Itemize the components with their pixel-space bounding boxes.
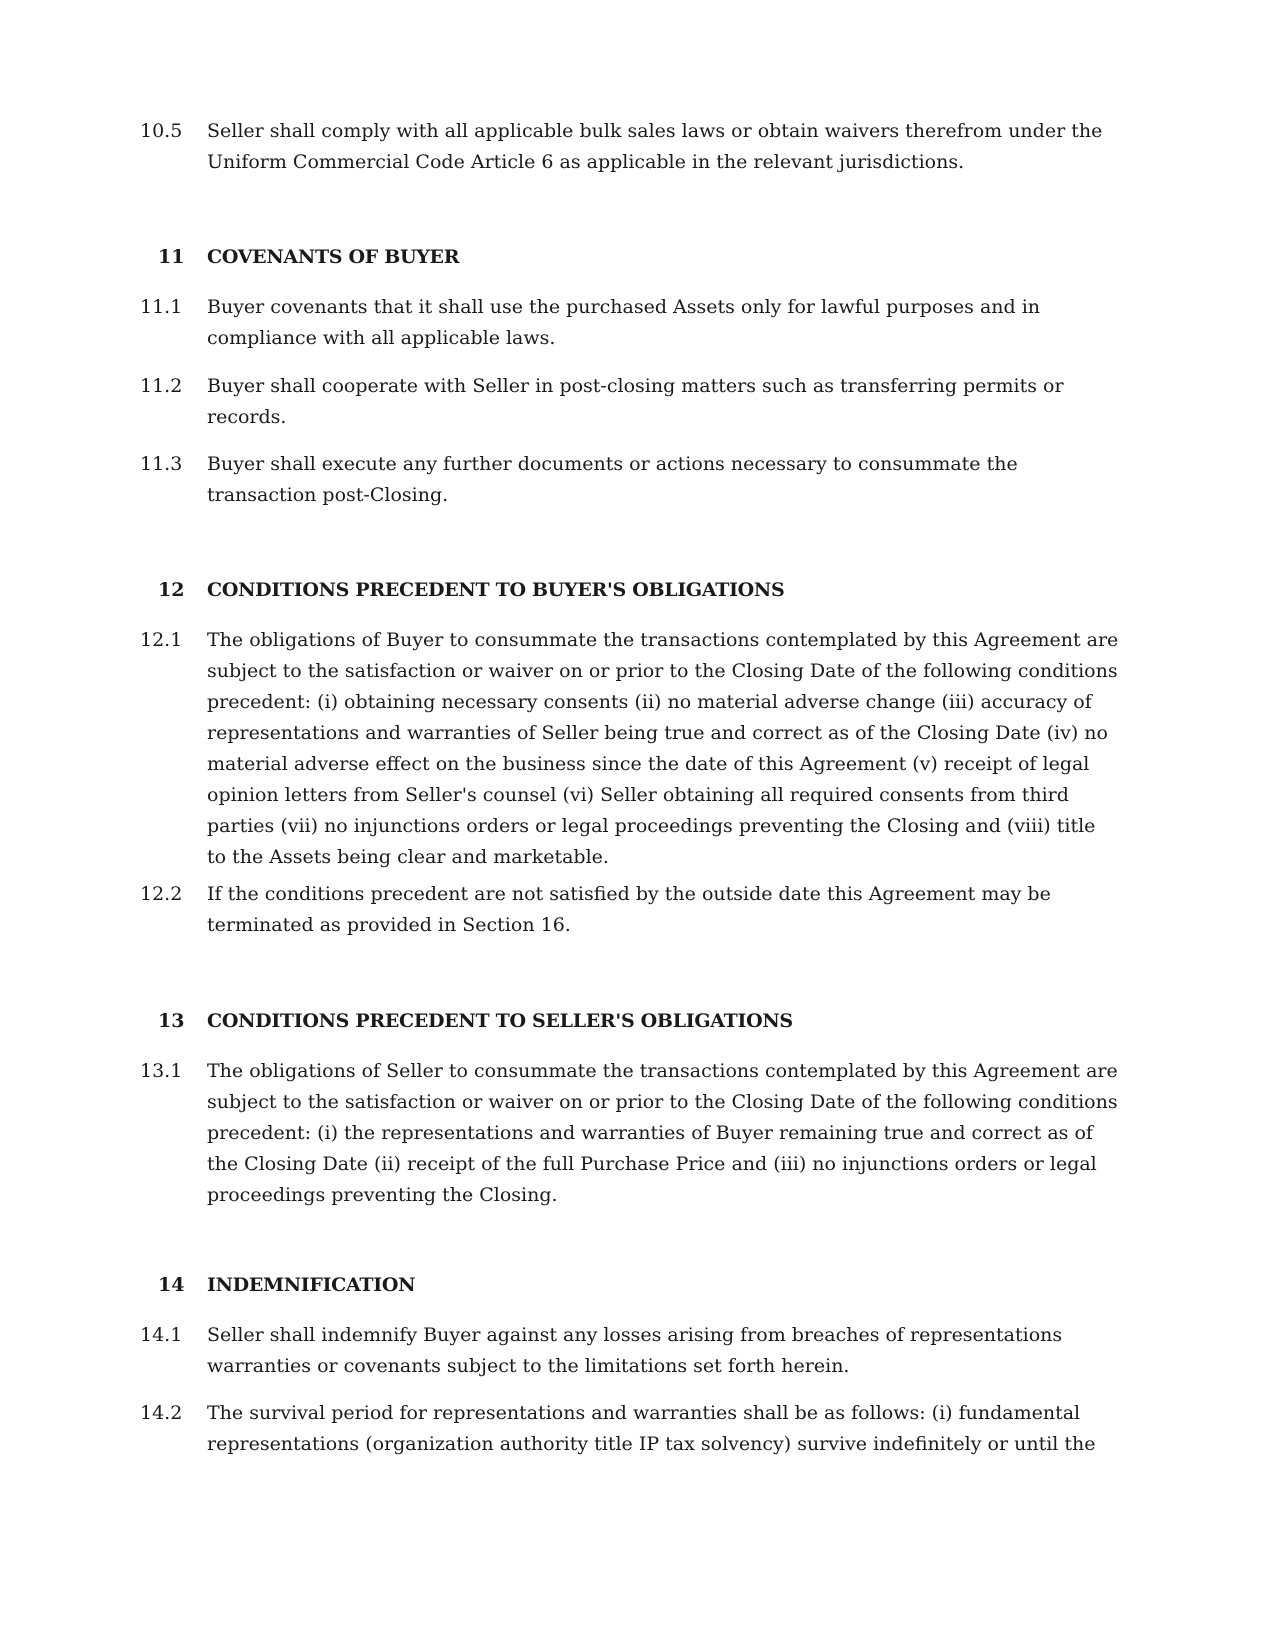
clause-line: proceedings preventing the Closing. [207,1184,558,1206]
section-title: CONDITIONS PRECEDENT TO BUYER'S OBLIGATIONS [207,579,785,601]
section-number: 14 [158,1274,185,1296]
clause-line: Buyer shall cooperate with Seller in post-closing matters such as transferring permits or [207,375,1064,397]
clause-line: opinion letters from Seller's counsel (vi) Seller obtaining all required consents from third [207,784,1069,806]
clause-number: 14.2 [140,1402,183,1424]
clause-line: Buyer covenants that it shall use the purchased Assets only for lawful purposes and in [207,296,1041,318]
clause-line: Seller shall comply with all applicable bulk sales laws or obtain waivers therefrom under the [207,120,1103,142]
section-number: 13 [158,1010,185,1032]
clause-line: Seller shall indemnify Buyer against any losses arising from breaches of representations [207,1324,1063,1346]
section-title: COVENANTS OF BUYER [207,246,460,268]
clause-line: The survival period for representations and warranties shall be as follows: (i) fundamental [207,1402,1081,1424]
clause-line: subject to the satisfaction or waiver on or prior to the Closing Date of the following conditions [207,1091,1118,1113]
clause-text [207,116,1142,178]
clause-line: representations and warranties of Seller being true and correct as of the Closing Date (iv) no [207,722,1108,744]
clause-line: transaction post-Closing. [207,484,449,506]
clause-text [207,1056,1142,1211]
clause-number: 14.1 [140,1324,183,1346]
clause-line: the Closing Date (ii) receipt of the full Purchase Price and (iii) no injunctions orders or legal [207,1153,1097,1175]
clause-text [207,625,1142,873]
clause-line: warranties or covenants subject to the limitations set forth herein. [207,1355,850,1377]
clause-line: precedent: (i) obtaining necessary consents (ii) no material adverse change (iii) accuracy of [207,691,1092,713]
clause-number: 11.2 [140,375,183,397]
section-number: 11 [158,246,185,268]
clause-line: subject to the satisfaction or waiver on or prior to the Closing Date of the following conditions [207,660,1118,682]
clause-text [207,449,1142,511]
clause-line: precedent: (i) the representations and warranties of Buyer remaining true and correct as of [207,1122,1093,1144]
clause-number: 11.3 [140,453,183,475]
clause-line: compliance with all applicable laws. [207,327,556,349]
clause-line: parties (vii) no injunctions orders or legal proceedings preventing the Closing and (viii) title [207,815,1096,837]
clause-number: 11.1 [140,296,183,318]
clause-number: 13.1 [140,1060,183,1082]
clause-number: 12.1 [140,629,183,651]
clause-line: to the Assets being clear and marketable. [207,846,609,868]
section-title: CONDITIONS PRECEDENT TO SELLER'S OBLIGATIONS [207,1010,793,1032]
clause-line: Buyer shall execute any further documents or actions necessary to consummate the [207,453,1018,475]
clause-line: terminated as provided in Section 16. [207,914,571,936]
clause-line: representations (organization authority title IP tax solvency) survive indefinitely or until the [207,1433,1096,1455]
section-number: 12 [158,579,185,601]
clause-line: material adverse effect on the business since the date of this Agreement (v) receipt of legal [207,753,1090,775]
clause-line: If the conditions precedent are not satisfied by the outside date this Agreement may be [207,883,1051,905]
clause-number: 10.5 [140,120,183,142]
clause-line: The obligations of Buyer to consummate the transactions contemplated by this Agreement are [207,629,1119,651]
clause-text [207,292,1142,354]
clause-line: records. [207,406,287,428]
section-title: INDEMNIFICATION [207,1274,416,1296]
clause-text [207,371,1142,433]
clause-text [207,879,1142,941]
clause-text [207,1398,1142,1460]
clause-line: Uniform Commercial Code Article 6 as applicable in the relevant jurisdictions. [207,151,965,173]
clause-text [207,1320,1142,1382]
clause-line: The obligations of Seller to consummate the transactions contemplated by this Agreement are [207,1060,1118,1082]
clause-number: 12.2 [140,883,183,905]
